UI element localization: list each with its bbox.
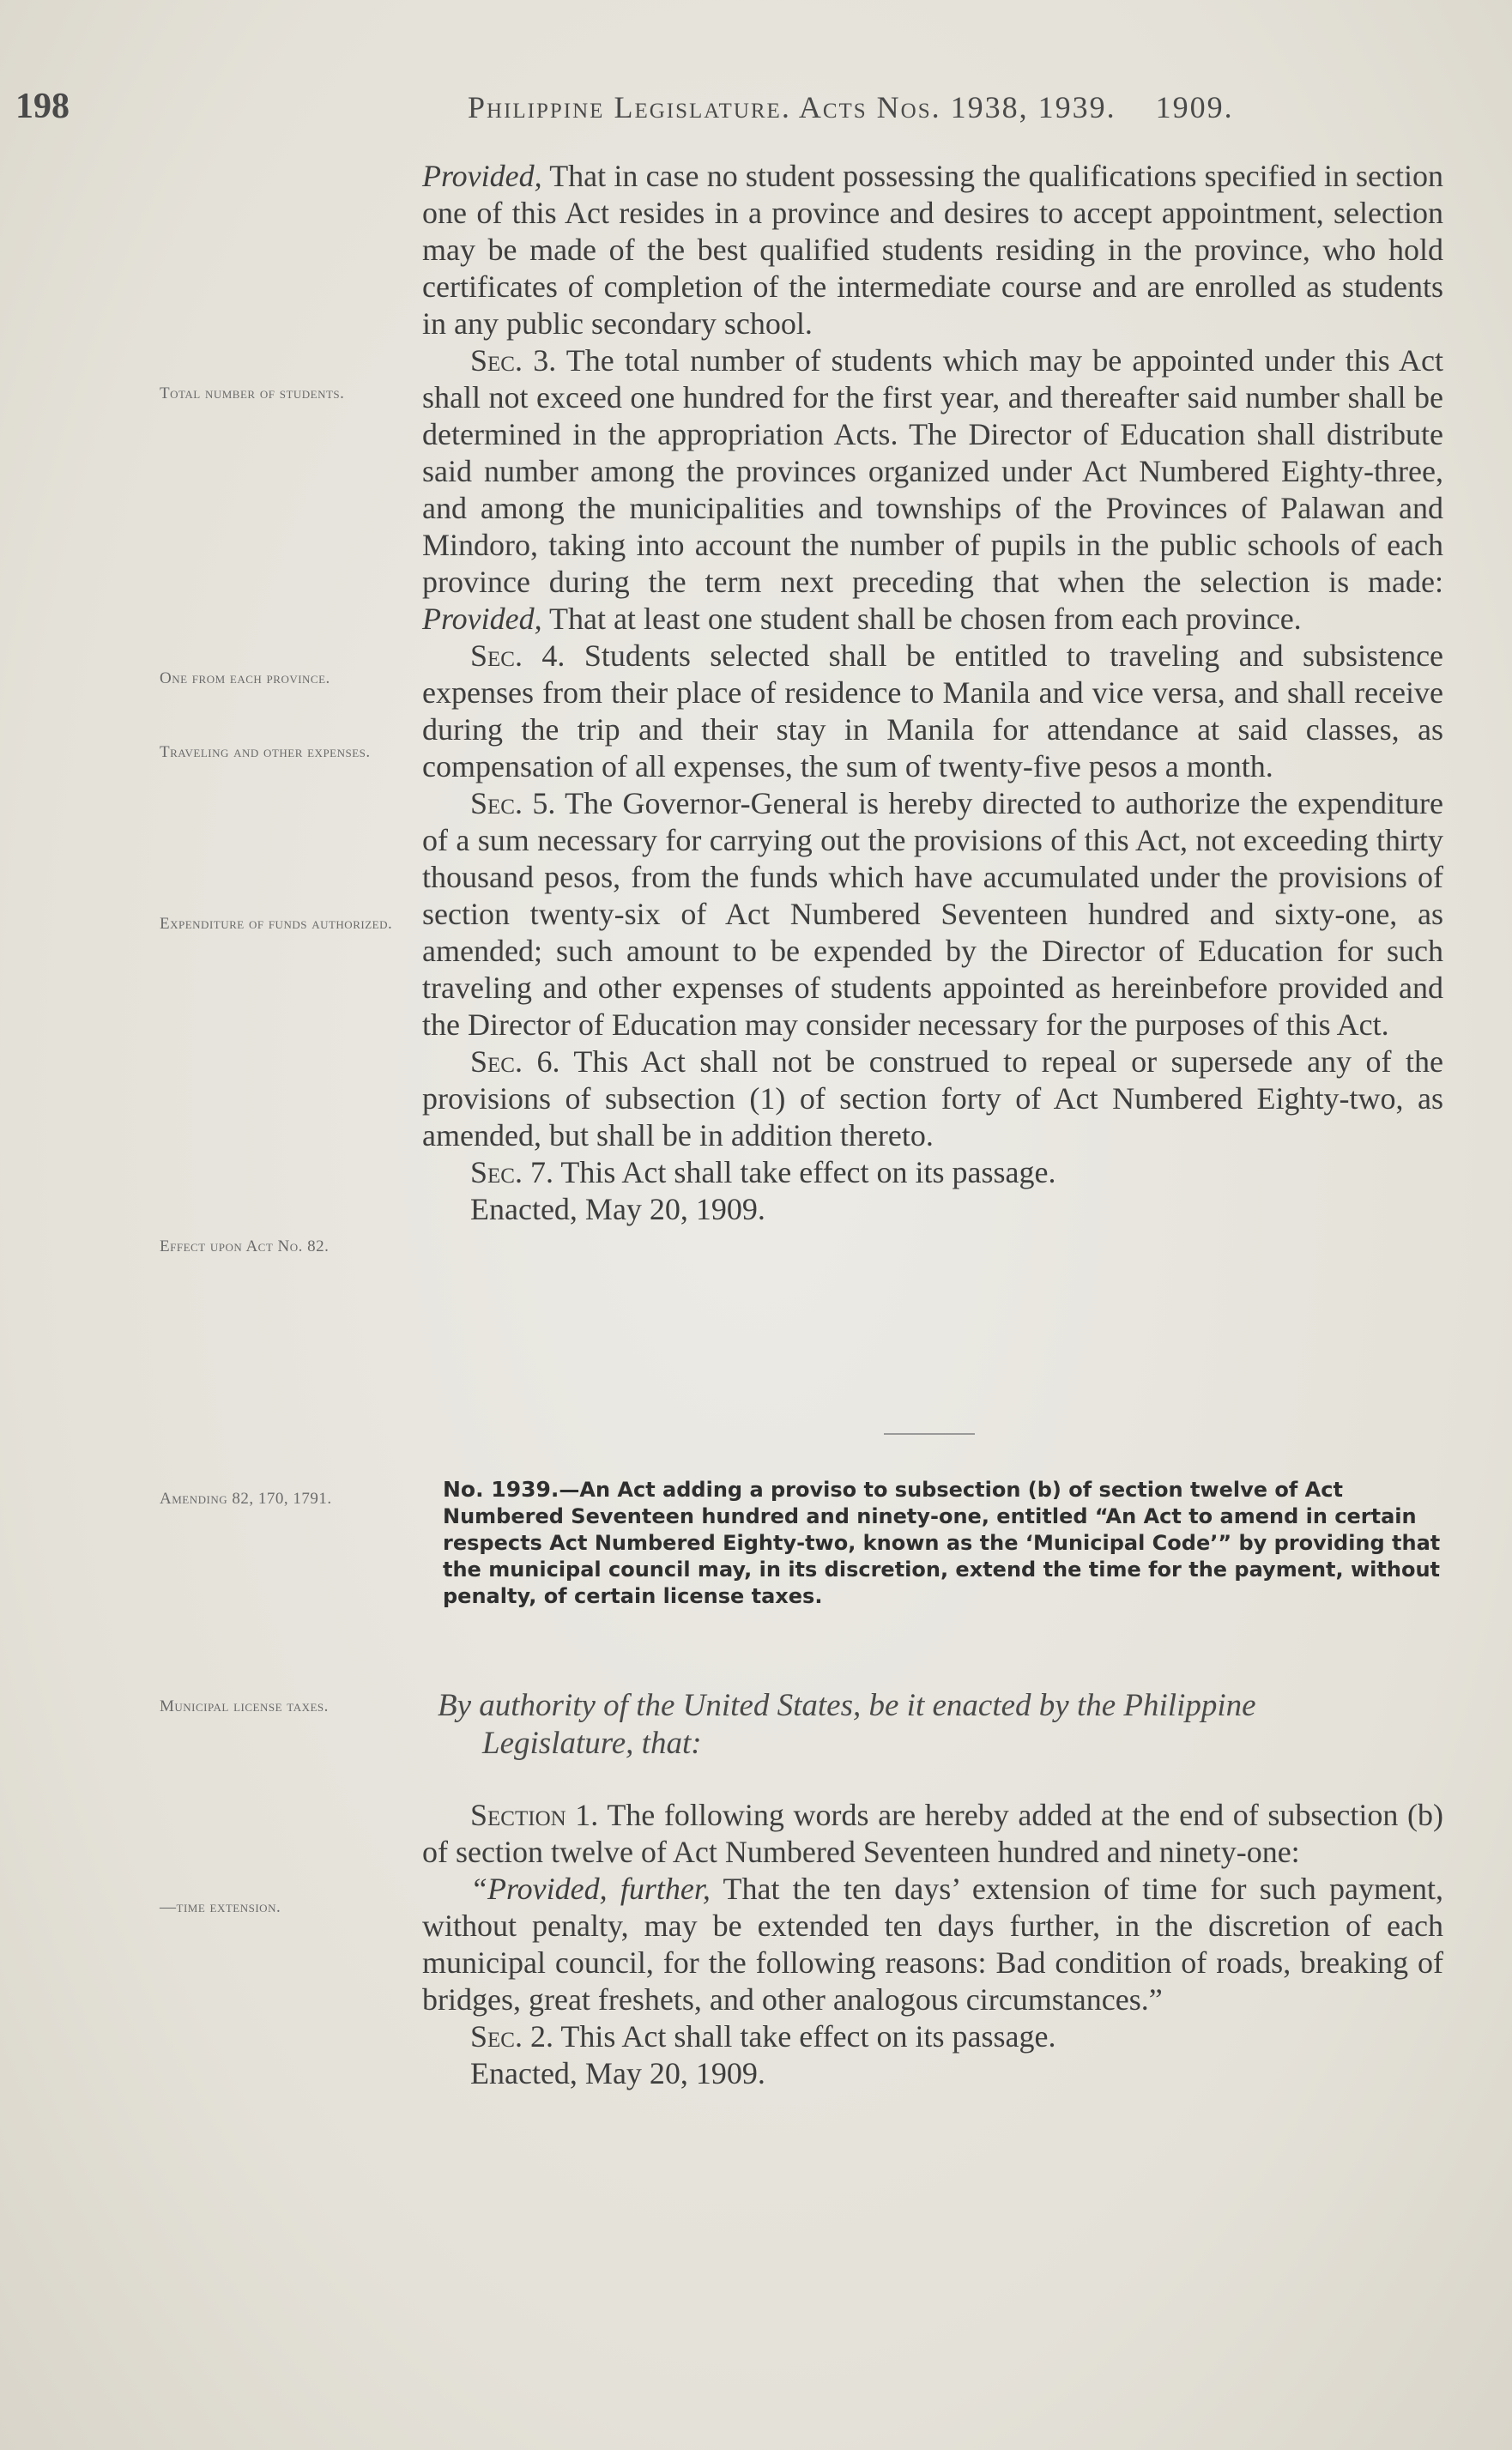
section-6 [422,1044,1443,1154]
section-3 [422,342,1443,638]
margin-note-time-extension: —time extension. [160,1898,281,1916]
section-4 [422,638,1443,785]
act-1938-enacted: Enacted, May 20, 1909. [470,1192,765,1226]
margin-note-traveling: Traveling and other expenses. [160,743,371,761]
quoted-proviso-lead: “Provided, further, [470,1872,711,1906]
section-6-text: This Act shall not be construed to repeal or supersede any of the provisions of subsection (1) of section forty of Act Numbered Eighty-two, as amended, but shall be in addition thereto. [422,1044,1444,1152]
section-4-text: Students selected shall be entitled to traveling and subsistence expenses from their place of residence to Manila and vice versa, and shall receive during the trip and their stay in Manila for attendance at said classes, as compensation of all expenses, the sum of twenty-five pesos a month. [422,638,1444,783]
enacting-clause [438,1687,1442,1763]
act-1939-body [422,1797,1443,2092]
page-header [0,86,1512,137]
margin-note-total-students: Total number of students. [160,384,345,402]
act-1939-section-1-text: The following words are hereby added at the end of subsection (b) of section twelve of Act Numbered Seventeen hundred and ninety-one: [422,1798,1443,1869]
page-number: 198 [15,87,70,126]
margin-note-expenditure: Expenditure of funds authorized. [160,915,393,933]
act-1939-title-text: —An Act adding a proviso to subsection (b) of section twelve of Act Numbered Seventeen hundred and ninety-one, entitled “An Act to amend in certain respects Act Numbered Eighty-two, known as the ‘Municipal Code’” by providing that the municipal council may, in its discretion, extend the time for the payment, without penalty, of certain license taxes. [443,1478,1441,1608]
act-1939-section-2-label: Sec. 2. [470,2019,553,2054]
enacting-line-1: By authority of the United States, be it enacted by the Philippine [438,1688,1256,1723]
act-1939-section-1 [422,1797,1443,1871]
running-head-year: 1909. [1155,90,1234,124]
proviso-paragraph [422,158,1443,342]
section-7-text: This Act shall take effect on its passage. [560,1155,1056,1189]
quoted-proviso-text: That the ten days’ extension of time for such payment, without penalty, may be extended ten days further, in the discretion of each municipal council, for the following reasons: Bad condition of roads, breaking of bridges, great freshets, and other analogous circumstances.” [422,1872,1444,2017]
running-head [468,89,1234,125]
act-1939-number: No. 1939. [443,1477,559,1502]
act-1939-section-1-label: Section 1. [470,1798,599,1832]
section-divider [884,1433,975,1435]
section-3-label: Sec. 3. [470,343,557,378]
section-7-label: Sec. 7. [470,1155,553,1189]
act-1939-section-2-text: This Act shall take effect on its passage. [560,2019,1056,2054]
margin-note-one-from-each: One from each province. [160,669,330,687]
running-head-text: Philippine Legislature. Acts Nos. 1938, 1939. [468,90,1116,124]
margin-note-effect-upon: Effect upon Act No. 82. [160,1237,330,1255]
section-5 [422,785,1443,1044]
enacting-line-2: Legislature, that: [482,1726,702,1761]
section-4-label: Sec. 4. [470,638,565,673]
margin-note-municipal: Municipal license taxes. [160,1697,329,1715]
proviso-lead: Provided, [422,159,542,193]
act-1938-body [422,158,1443,1228]
act-1939-enacted: Enacted, May 20, 1909. [470,2056,765,2090]
quoted-proviso [422,1871,1443,2018]
margin-note-amending: Amending 82, 170, 1791. [160,1490,332,1508]
proviso-text: That in case no student possessing the qualifications specified in section one of this Act resides in a province and desires to accept appointment, selection may be made of the best qualified students residing in the province, who hold certificates of completion of the intermediate course and are enrolled as students in any public secondary school. [422,159,1443,341]
section-3-text: The total number of students which may be appointed under this Act shall not exceed one hundred for the first year, and thereafter said number shall be determined in the appropriation Acts. The Director of Education shall distribute said number among the provinces organized under Act Numbered Eighty-three, and among the municipalities and townships of the Provinces of Palawan and Mindoro, taking into account the number of pupils in the public schools of each province during the term next preceding that when the selection is made: [422,343,1443,599]
section-3-proviso-lead: Provided, [422,602,542,636]
section-5-text: The Governor-General is hereby directed to authorize the expenditure of a sum necessary for carrying out the provisions of this Act, not exceeding thirty thousand pesos, from the funds which have accumulated under the provisions of section twenty-six of Act Numbered Seventeen hundred and sixty-one, as amended; such amount to be expended by the Director of Education for such traveling and other expenses of students appointed as hereinbefore provided and the Director of Education may consider necessary for the purposes of this Act. [422,786,1443,1042]
act-1939-title [443,1476,1443,1610]
act-1939-section-2 [422,2018,1443,2055]
section-7 [422,1154,1443,1191]
section-5-label: Sec. 5. [470,786,556,820]
section-3-proviso: That at least one student shall be chosen from each province. [548,602,1302,636]
section-6-label: Sec. 6. [470,1044,560,1079]
